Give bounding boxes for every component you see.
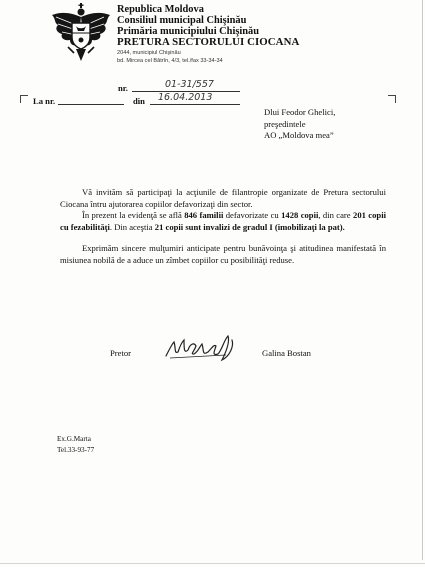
- body-paragraph-statistics: [60, 210, 386, 233]
- din-label: din: [133, 96, 145, 106]
- handwritten-signature-icon: [160, 330, 250, 366]
- header-line-city-hall: Primăria municipiului Chişinău: [117, 26, 260, 37]
- address-corner-right: [388, 95, 396, 103]
- stat-disabilities: 201 copii cu fezabilităţi: [60, 210, 386, 232]
- executor-name: Ex.G.Marta: [57, 435, 91, 443]
- stat-text: În prezent la evidenţă se află: [82, 210, 185, 221]
- la-nr-label: La nr.: [33, 96, 56, 106]
- institution-header: [117, 4, 377, 66]
- letter-body: [60, 187, 386, 267]
- header-address-street: bd. Mircea cel Bătrîn, 4/3, tel./fax 33-34-34: [117, 57, 223, 64]
- nr-handwritten-value: 01-31/557: [165, 79, 214, 90]
- din-line: [150, 104, 240, 105]
- body-paragraph-thanks: Exprimăm sincere mulţumiri anticipate pentru bunăvoinţa şi atitudinea manifestată în misiunea nobilă de a aduce un zîmbet copiilor cu posibilităţi reduse.: [60, 243, 386, 265]
- coat-of-arms-icon: [48, 3, 114, 65]
- nr-label: nr.: [118, 83, 128, 93]
- stat-text: . Din aceştia: [109, 221, 155, 232]
- header-address-city: 2044, municipiul Chişinău: [117, 50, 181, 56]
- stat-text: , din care: [318, 210, 354, 221]
- recipient-position: preşedintele: [264, 118, 306, 129]
- la-nr-line: [58, 104, 124, 105]
- executor-phone: Tel.33-93-77: [57, 445, 95, 454]
- body-paragraph-invitation: Vă invităm să participaţi la acţiunile de filantropie organizate de Pretura sectorului Ciocana întru ajutorarea copiilor defavorizaţi din sector.: [60, 187, 386, 209]
- stat-invalids: 21 copii sunt invalizi de gradul I (imobilizaţi la pat).: [154, 221, 345, 232]
- recipient-organization: AO „Moldova mea”: [264, 130, 334, 140]
- address-corner-left: [20, 95, 28, 103]
- executor-footer: [57, 434, 94, 455]
- recipient-name: Dlui Feodor Ghelici,: [264, 107, 336, 117]
- signatory-title: Pretor: [110, 348, 132, 358]
- scan-edge-right: [422, 0, 423, 560]
- stat-text: defavorizate cu: [223, 210, 282, 221]
- din-handwritten-value: 16.04.2013: [158, 92, 213, 103]
- scan-edge-bottom: [0, 563, 425, 564]
- recipient-block: [264, 107, 335, 142]
- header-line-council: Consiliul municipal Chişinău: [117, 15, 247, 26]
- header-line-pretura: PRETURA SECTORULUI CIOCANA: [117, 36, 300, 48]
- header-line-country: Republica Moldova: [117, 4, 204, 15]
- stat-families: 846 familii: [184, 210, 224, 221]
- signatory-name: Galina Bostan: [262, 348, 311, 358]
- stat-children: 1428 copii: [281, 210, 319, 221]
